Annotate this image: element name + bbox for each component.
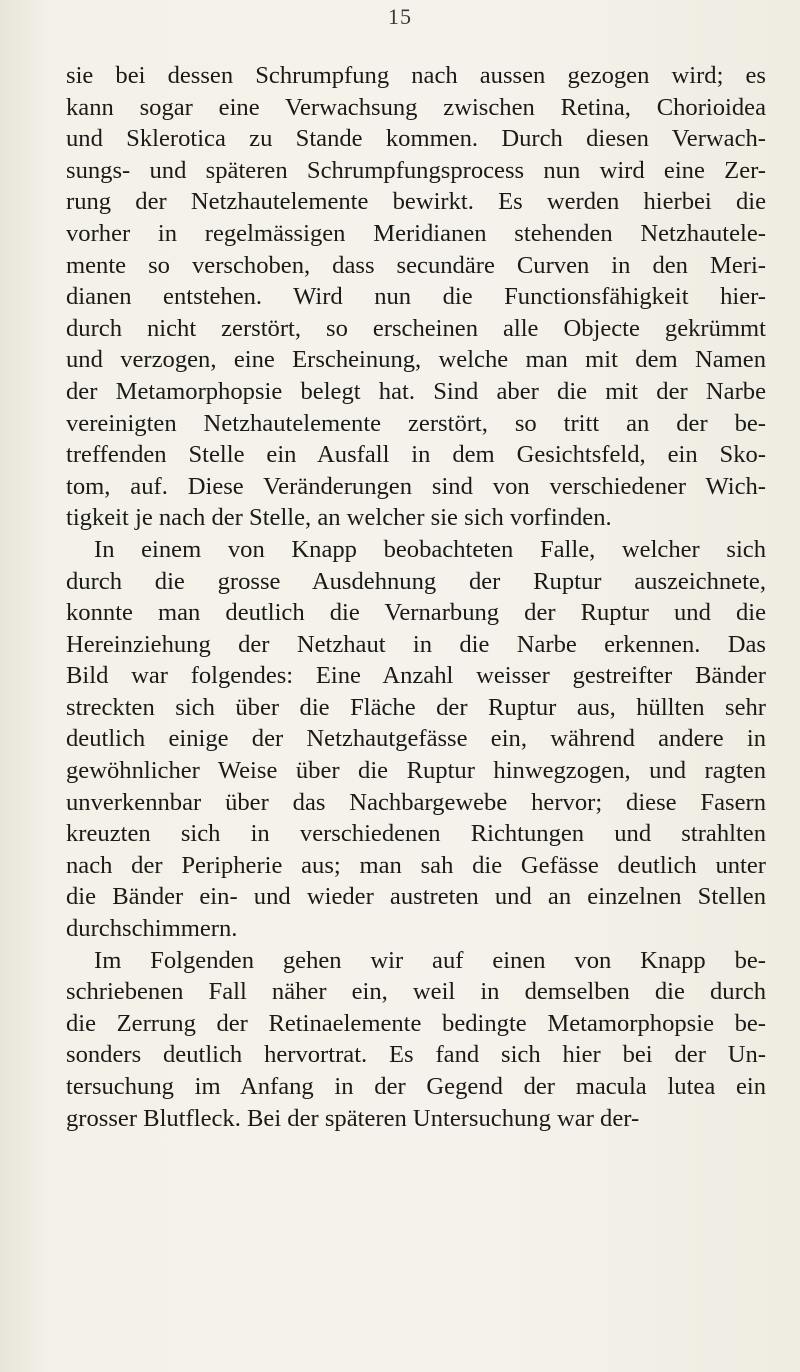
text-line: sonders deutlich hervortrat. Es fand sich hier bei der Un- [66, 1041, 766, 1069]
text-line: Im Folgenden gehen wir auf einen von Knapp be- [94, 946, 766, 974]
paragraph [66, 60, 766, 534]
text-line: unverkennbar über das Nachbargewebe hervor; diese Fasern [66, 788, 766, 816]
page-number: 15 [388, 4, 412, 29]
paragraph [66, 945, 766, 1135]
text-line: tom, auf. Diese Veränderungen sind von verschiedener Wich- [66, 472, 766, 500]
text-line: kreuzten sich in verschiedenen Richtungen und strahlten [66, 820, 766, 848]
text-line: treffenden Stelle ein Ausfall in dem Gesichtsfeld, ein Sko- [66, 441, 766, 469]
text-line: schriebenen Fall näher ein, weil in demselben die durch [66, 978, 766, 1006]
text-line: grosser Blutfleck. Bei der späteren Untersuchung war der- [66, 1104, 640, 1132]
text-line: nach der Peripherie aus; man sah die Gefässe deutlich unter [66, 851, 766, 879]
text-line: der Metamorphopsie belegt hat. Sind aber die mit der Narbe [66, 377, 766, 405]
text-line: Hereinziehung der Netzhaut in die Narbe erkennen. Das [66, 630, 766, 658]
text-line: durch nicht zerstört, so erscheinen alle Objecte gekrümmt [66, 314, 766, 342]
text-line: mente so verschoben, dass secundäre Curven in den Meri- [66, 251, 766, 279]
text-line: streckten sich über die Fläche der Ruptur aus, hüllten sehr [66, 693, 766, 721]
text-line: und Sklerotica zu Stande kommen. Durch diesen Verwach- [66, 125, 766, 153]
text-line: durchschimmern. [66, 915, 238, 943]
text-line: gewöhnlicher Weise über die Ruptur hinwegzogen, und ragten [66, 757, 766, 785]
text-line: tersuchung im Anfang in der Gegend der macula lutea ein [66, 1073, 766, 1100]
body-text [66, 60, 766, 1134]
text-line: rung der Netzhautelemente bewirkt. Es werden hierbei die [66, 188, 766, 216]
text-line: kann sogar eine Verwachsung zwischen Retina, Chorioidea [66, 93, 766, 121]
text-line: und verzogen, eine Erscheinung, welche man mit dem Namen [66, 346, 766, 374]
text-line: die Zerrung der Retinaelemente bedingte Metamorphopsie be- [66, 1009, 766, 1037]
text-line: deutlich einige der Netzhautgefässe ein, während andere in [66, 725, 766, 753]
text-line: die Bänder ein- und wieder austreten und an einzelnen Stellen [66, 883, 766, 911]
text-line: sungs- und späteren Schrumpfungsprocess nun wird eine Zer- [66, 156, 766, 184]
text-line: dianen entstehen. Wird nun die Functionsfähigkeit hier- [66, 283, 766, 311]
text-line: vorher in regelmässigen Meridianen stehenden Netzhautele- [66, 219, 766, 247]
text-line: konnte man deutlich die Vernarbung der Ruptur und die [66, 599, 766, 627]
text-line: In einem von Knapp beobachteten Falle, welcher sich [94, 535, 766, 563]
text-line: Bild war folgendes: Eine Anzahl weisser gestreifter Bänder [66, 662, 766, 690]
paragraph [66, 534, 766, 945]
text-line: durch die grosse Ausdehnung der Ruptur auszeichnete, [66, 567, 766, 595]
text-line: sie bei dessen Schrumpfung nach aussen gezogen wird; es [66, 62, 766, 89]
text-line: vereinigten Netzhautelemente zerstört, so tritt an der be- [66, 409, 766, 437]
text-line: tigkeit je nach der Stelle, an welcher sie sich vorfinden. [66, 504, 612, 532]
